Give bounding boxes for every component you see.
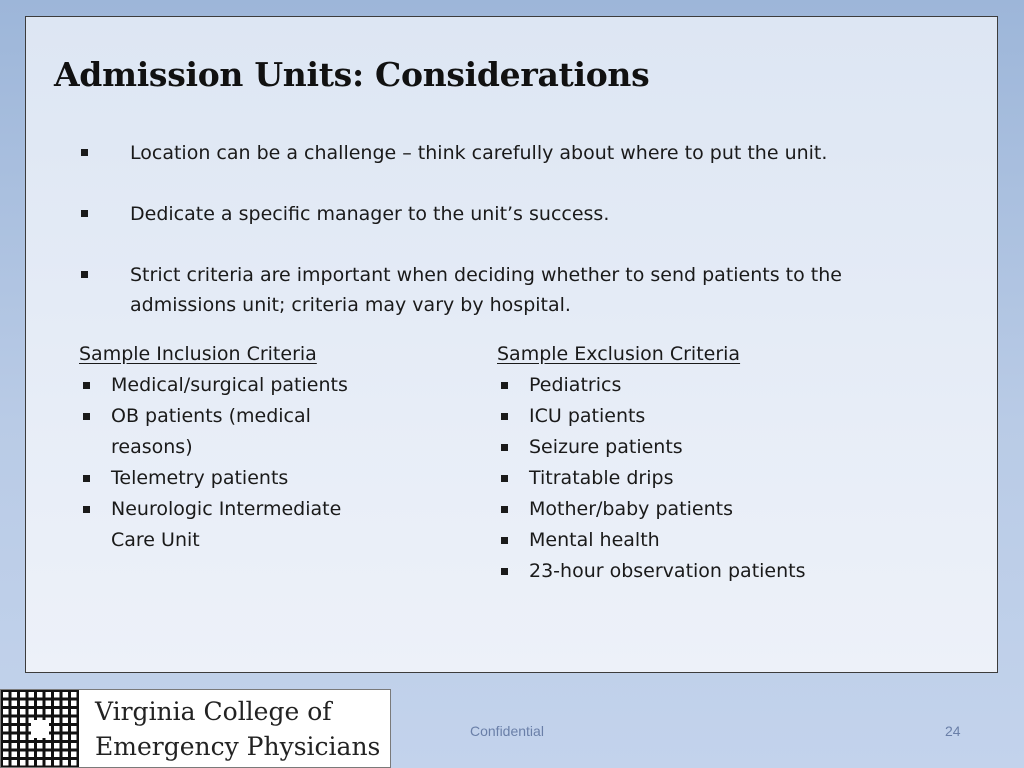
exclusion-criteria-heading: Sample Exclusion Criteria — [497, 343, 741, 365]
exclusion-criteria-list — [497, 370, 877, 587]
list-item — [497, 494, 877, 525]
logo-line-2: Emergency Physicians — [95, 732, 381, 761]
list-item — [79, 370, 459, 401]
square-bullet-icon — [81, 210, 88, 217]
square-bullet-icon — [501, 568, 508, 575]
square-bullet-icon — [501, 475, 508, 482]
inclusion-criteria-list — [79, 370, 459, 556]
square-bullet-icon — [501, 444, 508, 451]
list-item-text: Neurologic Intermediate Care Unit — [111, 498, 342, 551]
grid-logo-icon — [1, 690, 79, 768]
list-item — [497, 401, 877, 432]
list-item-text: 23-hour observation patients — [529, 560, 806, 582]
list-item — [497, 525, 877, 556]
square-bullet-icon — [83, 382, 90, 389]
bullet-manager — [26, 199, 986, 229]
list-item-text: Medical/surgical patients — [111, 374, 348, 396]
logo-line-1: Virginia College of — [95, 697, 332, 726]
list-item-text: OB patients (medical reasons) — [111, 405, 311, 458]
square-bullet-icon — [81, 271, 88, 278]
footer-confidential: Confidential — [470, 723, 544, 739]
list-item-text: ICU patients — [529, 405, 646, 427]
square-bullet-icon — [501, 506, 508, 513]
square-bullet-icon — [83, 413, 90, 420]
list-item-text: Mother/baby patients — [529, 498, 733, 520]
inclusion-criteria-column — [79, 339, 459, 556]
list-item — [497, 432, 877, 463]
square-bullet-icon — [501, 537, 508, 544]
bullet-text: Location can be a challenge – think carefully about where to put the unit. — [130, 142, 828, 164]
square-bullet-icon — [501, 413, 508, 420]
list-item-text: Seizure patients — [529, 436, 683, 458]
inclusion-criteria-heading: Sample Inclusion Criteria — [79, 343, 317, 365]
list-item-text: Telemetry patients — [111, 467, 289, 489]
square-bullet-icon — [83, 506, 90, 513]
bullet-text: Strict criteria are important when deciding whether to send patients to the admissions unit; criteria may vary by hospital. — [130, 264, 842, 316]
logo-wordmark — [95, 694, 380, 764]
slide-title: Admission Units: Considerations — [54, 55, 650, 94]
list-item — [497, 463, 877, 494]
list-item — [79, 401, 459, 463]
list-item — [79, 463, 459, 494]
list-item — [497, 556, 877, 587]
bullet-text: Dedicate a specific manager to the unit’s success. — [130, 203, 610, 225]
slide-content-panel — [25, 16, 998, 673]
list-item-text: Pediatrics — [529, 374, 622, 396]
bullet-criteria — [26, 260, 986, 320]
square-bullet-icon — [501, 382, 508, 389]
list-item — [497, 370, 877, 401]
bullet-location — [26, 138, 986, 168]
vcep-logo — [0, 689, 391, 768]
list-item-text: Mental health — [529, 529, 660, 551]
list-item-text: Titratable drips — [529, 467, 674, 489]
page-number: 24 — [945, 723, 961, 739]
square-bullet-icon — [81, 149, 88, 156]
list-item — [79, 494, 459, 556]
square-bullet-icon — [83, 475, 90, 482]
exclusion-criteria-column — [497, 339, 877, 587]
